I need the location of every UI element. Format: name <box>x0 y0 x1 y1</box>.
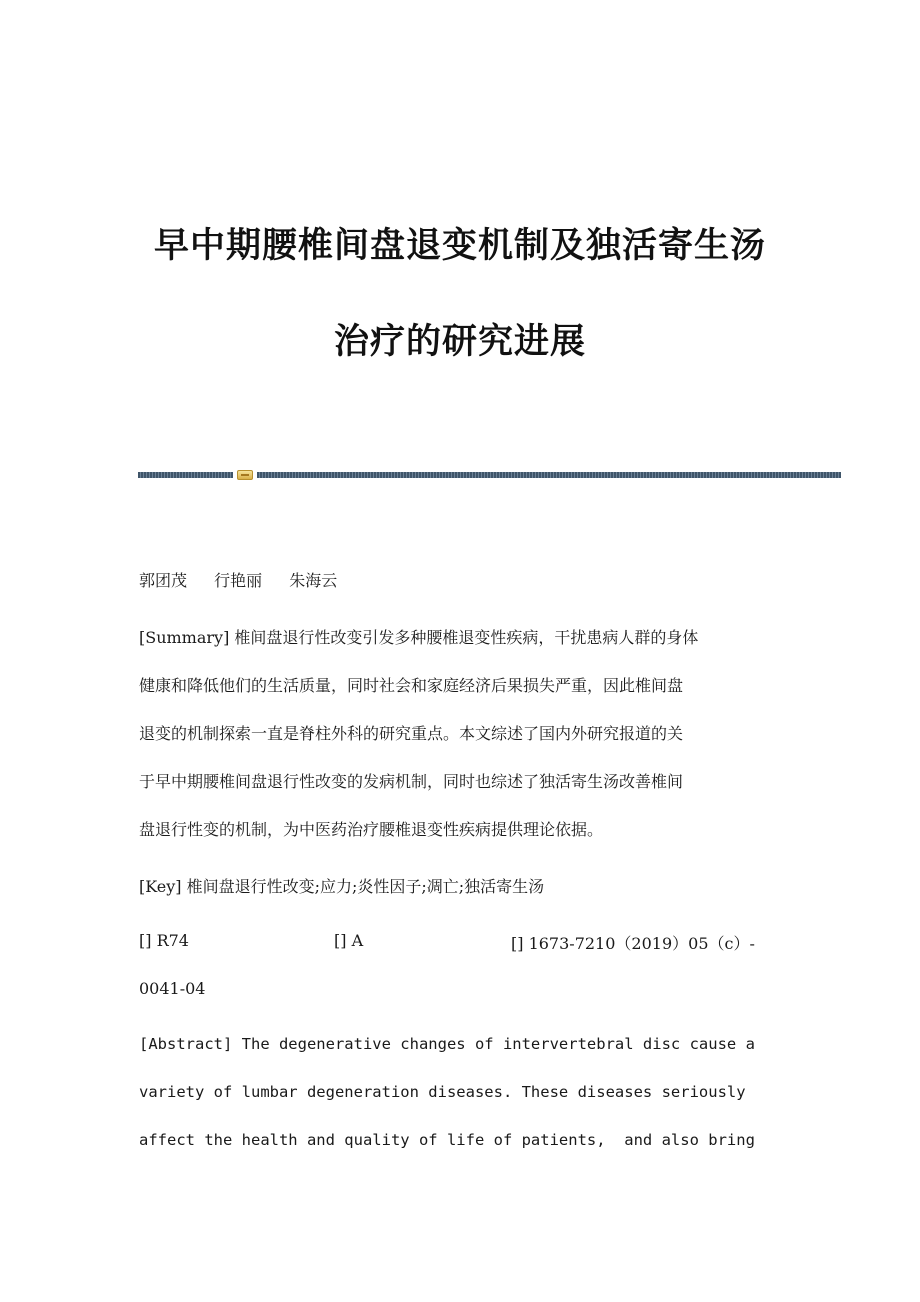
author-name: 朱海云 <box>289 571 338 590</box>
author-name: 郭团茂 <box>139 571 188 590</box>
summary-line: [Summary] 椎间盘退行性改变引发多种腰椎退变性疾病，干扰患病人群的身体 <box>139 628 699 647</box>
document-code: [] A <box>334 931 364 950</box>
divider-ornament-icon <box>237 470 253 480</box>
clc-code: [] R74 <box>139 931 189 950</box>
title-line-1: 早中期腰椎间盘退变机制及独活寄生汤 <box>153 226 766 266</box>
author-list <box>139 568 359 591</box>
divider-bar-right <box>257 472 841 478</box>
keywords-line: [Key] 椎间盘退行性改变;应力;炎性因子;凋亡;独活寄生汤 <box>139 877 545 896</box>
article-id-continued: 0041-04 <box>139 979 206 998</box>
summary-line: 健康和降低他们的生活质量，同时社会和家庭经济后果损失严重，因此椎间盘 <box>139 676 684 695</box>
article-id: [] 1673-7210（2019）05（c）- <box>511 934 755 953</box>
abstract-line: affect the health and quality of life of patients, and also bring <box>139 1131 755 1149</box>
abstract-line: variety of lumbar degeneration diseases. These diseases seriously <box>139 1083 746 1101</box>
title-divider <box>138 470 841 480</box>
summary-line: 盘退行性变的机制，为中医药治疗腰椎退变性疾病提供理论依据。 <box>139 820 604 839</box>
abstract-line: [Abstract] The degenerative changes of intervertebral disc cause a <box>139 1035 755 1053</box>
divider-bar-left <box>138 472 233 478</box>
summary-line: 于早中期腰椎间盘退行性改变的发病机制，同时也综述了独活寄生汤改善椎间 <box>139 772 684 791</box>
summary-line: 退变的机制探索一直是脊柱外科的研究重点。本文综述了国内外研究报道的关 <box>139 724 684 743</box>
author-name: 行艳丽 <box>214 571 263 590</box>
title-line-2: 治疗的研究进展 <box>333 322 586 362</box>
